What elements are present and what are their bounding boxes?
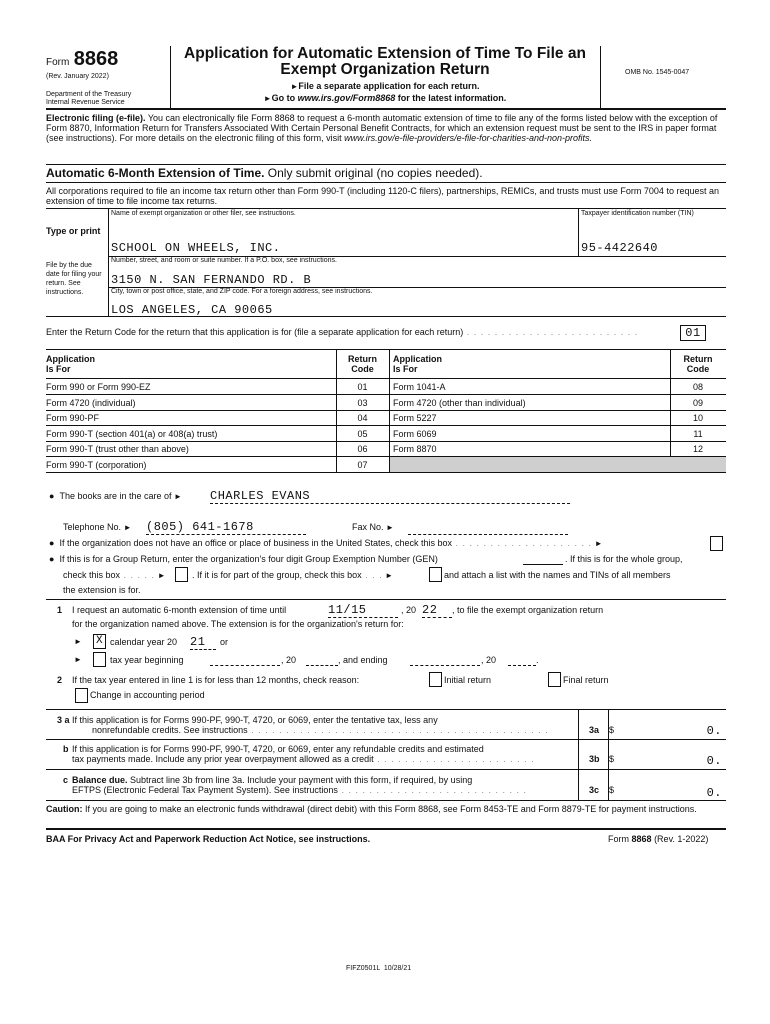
- org-name-field[interactable]: SCHOOL ON WHEELS, INC.: [111, 241, 281, 255]
- part-group-checkbox[interactable]: [429, 567, 442, 582]
- telephone-field[interactable]: (805) 641-1678: [146, 520, 306, 535]
- table-row: Form 990-PF: [46, 413, 100, 423]
- arrow-right-icon: ►: [74, 655, 82, 664]
- tin-field[interactable]: 95-4422640: [581, 241, 659, 255]
- arrow-right-icon: ►: [157, 571, 166, 580]
- table-header-code-right: Return Code: [683, 354, 713, 374]
- tax-year-end-field[interactable]: [410, 665, 480, 666]
- line-3b-label: 3b: [589, 754, 600, 764]
- fax-label: Fax No. ►: [352, 522, 394, 532]
- arrow-right-icon: ►: [386, 523, 394, 532]
- calendar-year-field[interactable]: 21: [190, 635, 216, 650]
- return-code-cell: 09: [692, 398, 703, 408]
- instruction-goto: ►Go to www.irs.gov/Form8868 for the latest information.: [263, 93, 507, 103]
- comma-20: , 20: [281, 655, 297, 665]
- whole-group-check-label: check this box . . . . . ►: [63, 570, 166, 580]
- arrow-right-icon: ►: [290, 82, 299, 91]
- instruction-separate: ►File a separate application for each return.: [290, 81, 480, 91]
- line-1-text: I request an automatic 6-month extension of time until: [72, 605, 287, 615]
- efile-paragraph: [46, 113, 726, 143]
- line-2-text: If the tax year entered in line 1 is for less than 12 months, check reason:: [72, 675, 360, 685]
- year-prefix: , 20: [401, 605, 417, 615]
- change-accounting-label: Change in accounting period: [90, 690, 205, 700]
- whole-group-checkbox[interactable]: [175, 567, 188, 582]
- table-row: Form 990-T (corporation): [46, 460, 147, 470]
- group-return-line: ● If this is for a Group Return, enter the organization's four digit Group Exemption Number (GEN): [49, 554, 438, 564]
- arrow-right-icon: ►: [385, 571, 394, 580]
- return-code-cell: 07: [357, 460, 368, 470]
- bullet-icon: ●: [49, 491, 55, 501]
- type-or-print-label: Type or print: [46, 226, 101, 236]
- line-1-text-c: for the organization named above. The extension is for the organization's return for:: [72, 619, 404, 629]
- form-number-block: [46, 48, 118, 71]
- dollar-sign: $: [609, 785, 615, 795]
- table-header-app-left: Application Is For: [46, 354, 95, 374]
- final-return-checkbox[interactable]: [548, 672, 561, 687]
- section-description: All corporations required to file an income tax return other than Form 990-T (including 1120-C filers), partnerships, REMICs, and trusts must use Form 7004 to request an extension of time to file income tax returns.: [46, 186, 719, 206]
- calendar-year-checkbox[interactable]: X: [93, 634, 106, 649]
- line-3a-number: 3 a: [57, 715, 70, 725]
- whole-group-text: . If this is for the whole group,: [565, 554, 683, 564]
- arrow-right-icon: ►: [174, 492, 182, 501]
- line-2-number: 2: [57, 675, 63, 685]
- form-number: 8868: [73, 48, 119, 70]
- table-header-code-left: Return Code: [348, 354, 377, 374]
- return-code-cell: 10: [692, 413, 703, 423]
- return-code-prompt: Enter the Return Code for the return that this application is for (file a separate application for each return) . . . . . . . . . . . . . . . . . . . . . . . . .: [46, 327, 639, 337]
- return-code-cell: 06: [357, 444, 368, 454]
- footer-form-id: Form 8868 (Rev. 1-2022): [608, 834, 709, 844]
- table-row: Form 1041-A: [393, 382, 446, 392]
- calendar-year-label: calendar year 20: [110, 637, 178, 647]
- baa-notice: BAA For Privacy Act and Paperwork Reduction Act Notice, see instructions.: [46, 834, 371, 844]
- return-code-cell: 03: [357, 398, 368, 408]
- telephone-label: Telephone No. ►: [63, 522, 132, 532]
- tax-year-begin-field[interactable]: [210, 665, 280, 666]
- tentative-tax-field[interactable]: 0.: [706, 724, 722, 738]
- refundable-credits-field[interactable]: 0.: [706, 754, 722, 768]
- title-line-1: Application for Automatic Extension of Time To File an: [184, 45, 586, 62]
- dollar-sign: $: [609, 725, 615, 735]
- table-row: Form 5227: [393, 413, 437, 423]
- bullet-icon: ●: [49, 554, 55, 564]
- table-row: Form 4720 (individual): [46, 398, 136, 408]
- arrow-right-icon: ►: [263, 94, 272, 103]
- shaded-empty-cell: [390, 457, 726, 472]
- line-3c-label: 3c: [589, 785, 600, 795]
- line-3c-number: c: [63, 775, 69, 785]
- return-code-cell: 11: [693, 429, 703, 439]
- change-accounting-checkbox[interactable]: [75, 688, 88, 703]
- address-field[interactable]: 3150 N. SAN FERNANDO RD. B: [111, 273, 312, 287]
- caution-note: Caution: If you are going to make an electronic funds withdrawal (direct debit) with this Form 8868, see Form 8453-TE and Form 8879-TE for payment instructions.: [46, 804, 697, 814]
- tax-year-begin-year-field[interactable]: [306, 665, 338, 666]
- books-care-field[interactable]: CHARLES EVANS: [210, 489, 570, 504]
- gen-field[interactable]: [523, 564, 563, 565]
- extension-year-field[interactable]: 22: [422, 603, 452, 618]
- initial-return-checkbox[interactable]: [429, 672, 442, 687]
- table-row: Form 990 or Form 990-EZ: [46, 382, 151, 392]
- return-code-field[interactable]: 01: [680, 325, 706, 341]
- and-ending: , and ending: [338, 655, 388, 665]
- form-label: Form: [46, 57, 70, 68]
- table-row: Form 990-T (section 401(a) or 408(a) trust): [46, 429, 218, 439]
- extension-for-text: the extension is for.: [63, 585, 141, 595]
- balance-due-field[interactable]: 0.: [706, 786, 722, 800]
- line-1-text-b: , to file the exempt organization return: [452, 605, 604, 615]
- fax-field[interactable]: [408, 534, 568, 535]
- line-3b-text: If this application is for Forms 990-PF, 990-T, 4720, or 6069, enter any refundable credits and estimated tax payments made. Include any prior year overpayment allowed as a credit . . . . . . . . . . . . . . . . . . . . . . .: [72, 744, 535, 764]
- final-return-label: Final return: [563, 675, 609, 685]
- tax-year-end-year-field[interactable]: [508, 665, 536, 666]
- line-1-number: 1: [57, 605, 63, 615]
- org-name-label: Name of exempt organization or other filer, see instructions.: [111, 210, 296, 217]
- efile-url-link[interactable]: www.irs.gov/e-file-providers/e-file-for-charities-and-non-profits.: [344, 133, 593, 143]
- bullet-icon: ●: [49, 538, 55, 548]
- part-group-label: . If it is for part of the group, check this box . . . ►: [192, 570, 394, 580]
- extension-until-field[interactable]: 11/15: [328, 603, 398, 618]
- dollar-sign: $: [609, 754, 615, 764]
- books-line: ● The books are in the care of ►: [49, 491, 182, 501]
- tax-year-label: tax year beginning: [110, 655, 184, 665]
- return-code-cell: 08: [692, 382, 703, 392]
- attach-list-text: and attach a list with the names and TINs of all members: [444, 570, 671, 580]
- initial-return-label: Initial return: [444, 675, 492, 685]
- calendar-or: or: [220, 637, 229, 647]
- period-mark: .: [536, 655, 539, 665]
- return-code-cell: 05: [357, 429, 368, 439]
- arrow-right-icon: ►: [123, 523, 132, 532]
- return-code-cell: 01: [357, 382, 368, 392]
- line-3b-number: b: [63, 744, 69, 754]
- city-field[interactable]: LOS ANGELES, CA 90065: [111, 303, 273, 317]
- table-row: Form 4720 (other than individual): [393, 398, 526, 408]
- return-code-cell: 12: [692, 444, 703, 454]
- tax-year-checkbox[interactable]: [93, 652, 106, 667]
- tin-label: Taxpayer identification number (TIN): [581, 210, 694, 217]
- city-label: City, town or post office, state, and ZIP code. For a foreign address, see instructions.: [111, 288, 373, 295]
- irs-label: Internal Revenue Service: [46, 99, 125, 106]
- arrow-right-icon: ►: [594, 539, 603, 548]
- title-line-2: Exempt Organization Return: [280, 61, 490, 78]
- address-label: Number, street, and room or suite number. If a P.O. box, see instructions.: [111, 257, 337, 264]
- efile-text: You can electronically file Form 8868 to request a 6-month automatic extension of time to file any of the forms listed below with the exception of Form 8870, Information Return for Transfers Associated With Certain Personal Benefit Contracts, for which an extension request must be sent to the IRS in paper format (see instructions). For more details on the electronic filing of this form, visit: [46, 113, 718, 143]
- file-by-note: File by the due date for filing your return. See instructions.: [46, 262, 102, 296]
- table-row: Form 8870: [393, 444, 437, 454]
- return-code-cell: 04: [357, 413, 368, 423]
- table-row: Form 6069: [393, 429, 437, 439]
- revision-date: (Rev. January 2022): [46, 73, 109, 80]
- arrow-right-icon: ►: [74, 637, 82, 646]
- line-3a-text: If this application is for Forms 990-PF, 990-T, 4720, or 6069, enter the tentative tax, less any nonrefundable credits. See instructions . . . . . . . . . . . . . . . . . . . . . . . . . . . . . . . . . . . . . . . . . . .: [72, 715, 549, 735]
- no-office-checkbox[interactable]: [710, 536, 723, 551]
- dept-treasury: Department of the Treasury: [46, 91, 132, 98]
- form-code: FIFZ0501L 10/28/21: [346, 965, 412, 972]
- no-office-line: ● If the organization does not have an office or place of business in the United States, check this box . . . . . . . . . . . . . . . . . . . . ►: [49, 538, 603, 548]
- table-header-app-right: Application Is For: [393, 354, 442, 374]
- form-title: [170, 46, 600, 78]
- efile-heading: Electronic filing (e-file).: [46, 113, 146, 123]
- line-3c-text: Balance due. Subtract line 3b from line 3a. Include your payment with this form, if required, by using EFTPS (Electronic Federal Tax Payment System). See instructions . . . . . . . . . . . . . . . . . . . . . . . . . . .: [72, 775, 527, 795]
- irs-url-link[interactable]: www.irs.gov/Form8868: [297, 93, 396, 103]
- comma-20: , 20: [481, 655, 497, 665]
- table-row: Form 990-T (trust other than above): [46, 444, 189, 454]
- line-3a-label: 3a: [589, 725, 600, 735]
- section-title: Automatic 6-Month Extension of Time. Only submit original (no copies needed).: [46, 166, 483, 180]
- omb-number: OMB No. 1545-0047: [625, 69, 690, 76]
